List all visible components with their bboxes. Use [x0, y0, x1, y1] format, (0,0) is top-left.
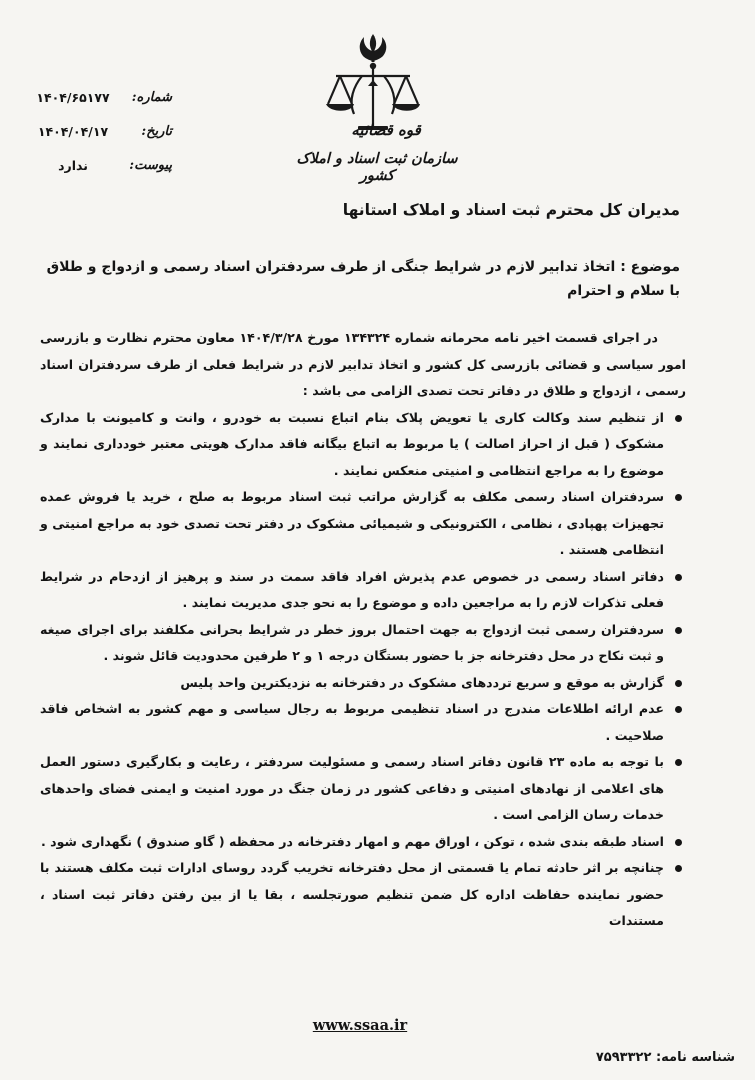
- meta-attachment-value: ندارد: [58, 157, 88, 173]
- addressee: مدیران کل محترم ثبت اسناد و املاک استانها: [342, 201, 680, 219]
- meta-attachment-label: پیوست:: [129, 157, 172, 173]
- meta-number-value: ۱۴۰۴/۶۵۱۷۷: [36, 89, 110, 105]
- list-item: دفاتر اسناد رسمی در خصوص عدم پذیرش افراد فاقد سمت در سند و پرهیز از ازدحام در شرایط فعلی تذکرات لازم را به مراجعین داده و موضوع را به نحو جدی مدیریت نمایند .: [40, 564, 686, 617]
- list-item: از تنظیم سند وکالت کاری یا تعویض پلاک بنام اتباع نسبت به خودرو ، وانت و کامیونت با مدارک مشکوک ( قبل از احراز اصالت ) یا مربوط به اتباع بیگانه فاقد مدارک هویتی معتبر خودداری نمایند و موضوع را به مراجع انتظامی و امنیتی منعکس نمایند .: [40, 405, 686, 485]
- bullet-icon: [675, 680, 682, 687]
- list-item: اسناد طبقه بندی شده ، توکن ، اوراق مهم و امهار دفترخانه در محفظه ( گاو صندوق ) نگهداری شود .: [40, 829, 686, 856]
- org-registration-title: سازمان ثبت اسناد و املاک کشور: [296, 150, 458, 184]
- meta-number-label: شماره:: [131, 89, 172, 105]
- bullet-icon: [675, 574, 682, 581]
- meta-number-row: [22, 80, 172, 114]
- list-item: عدم ارائه اطلاعات مندرج در اسناد تنظیمی مربوط به رجال سیاسی و مهم کشور به اشخاص فاقد صلاحیت .: [40, 696, 686, 749]
- letter-id: [515, 1050, 735, 1065]
- list-item: چنانچه بر اثر حادثه تمام یا قسمتی از محل دفترخانه تخریب گردد روسای ادارات ثبت مکلف هستند با حضور نماینده حفاظت اداره کل ضمن تنظیم صورتجلسه ، بقا یا از بین رفتن دفاتر ثبت اسناد ، مستندات: [40, 855, 686, 935]
- bullet-icon: [675, 706, 682, 713]
- intro-paragraph: در اجرای قسمت اخیر نامه محرمانه شماره ۱۳۴۳۲۴ مورخ ۱۴۰۴/۳/۲۸ معاون محترم نظارت و بازرسی امور سیاسی و قضائی بازرسی کل کشور و اتخاذ تدابیر لازم در شرایط فعلی از طرف سردفتران اسناد رسمی ، ازدواج و طلاق در دفاتر تحت تصدی الزامی می باشد :: [40, 330, 686, 398]
- meta-attachment-row: [22, 148, 172, 182]
- meta-date-label: تاریخ:: [141, 123, 172, 139]
- org-judiciary-title: قوه قضائیه: [351, 121, 421, 139]
- list-item: با توجه به ماده ۲۳ قانون دفاتر اسناد رسمی و مسئولیت سردفتر ، رعایت و بکارگیری دستور العمل های اعلامی از نهادهای امنیتی و دفاعی کشور در زمان جنگ در مورد امنیت و ایمنی فضای واحدهای خدمات رسان الزامی است .: [40, 749, 686, 829]
- bullet-icon: [675, 494, 682, 501]
- bullet-icon: [675, 627, 682, 634]
- list-item: گزارش به موقع و سریع ترددهای مشکوک در دفترخانه به نزدیکترین واحد پلیس: [40, 670, 686, 697]
- letter-meta: [22, 80, 172, 182]
- bullet-icon: [675, 759, 682, 766]
- bullet-icon: [675, 839, 682, 846]
- meta-date-row: [22, 114, 172, 148]
- subject-line: موضوع : اتخاذ تدابیر لازم در شرایط جنگی از طرف سردفتران اسناد رسمی و ازدواج و طلاق: [46, 259, 680, 275]
- list-item: سردفتران اسناد رسمی مکلف به گزارش مراتب ثبت اسناد مربوط به صلح ، خرید یا فروش عمده تجهیزات پهپادی ، نظامی ، الکترونیکی و شیمیائی مشکوک در دفتر تحت تصدی خود به مراجع امنیتی و انتظامی هستند .: [40, 484, 686, 564]
- bullet-icon: [675, 415, 682, 422]
- bullet-icon: [675, 865, 682, 872]
- letter-id-label: شناسه نامه:: [655, 1050, 735, 1065]
- letter-body: [40, 325, 686, 935]
- letter-id-value: ۷۵۹۳۳۲۲: [595, 1050, 652, 1065]
- list-item: سردفتران رسمی ثبت ازدواج به جهت احتمال بروز خطر در شرایط بحرانی مکلفند برای اجرای صیغه و ثبت نکاح در محل دفترخانه جز با حضور بستگان درجه ۱ و ۲ طرفین محدودیت قائل شوند .: [40, 617, 686, 670]
- website-link[interactable]: www.ssaa.ir: [312, 1017, 408, 1034]
- greeting: با سلام و احترام: [567, 283, 680, 299]
- meta-date-value: ۱۴۰۴/۰۴/۱۷: [37, 123, 109, 139]
- directive-list: [40, 405, 686, 935]
